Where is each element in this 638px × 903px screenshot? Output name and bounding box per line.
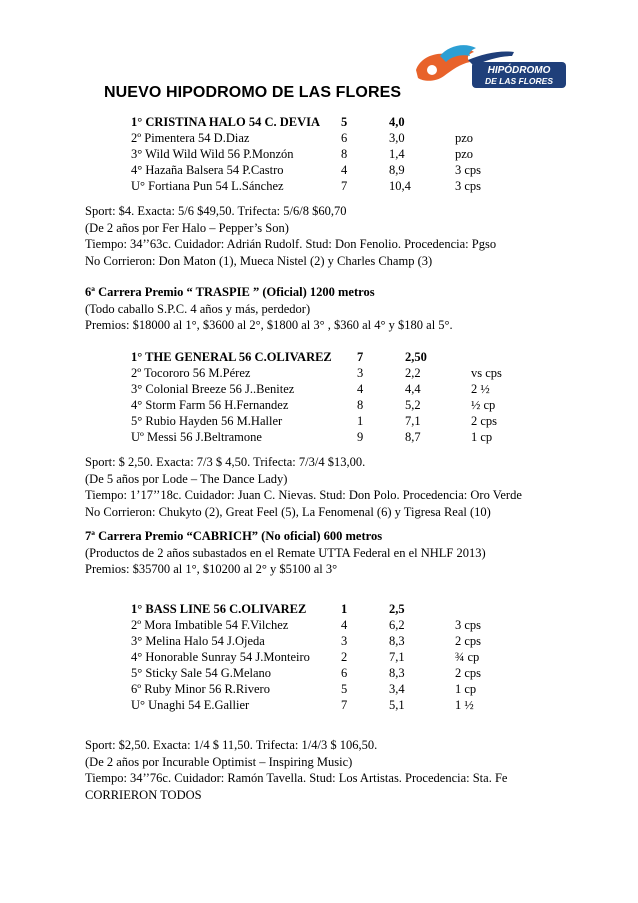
result-margin: ¾ cp	[455, 650, 480, 664]
result-dividend: 2,5	[389, 602, 405, 616]
logo-text-line2: DE LAS FLORES	[484, 76, 554, 86]
result-number: 5	[341, 682, 348, 696]
result-number: 7	[357, 350, 364, 364]
table-row	[131, 601, 481, 617]
race-prizes: Premios: $18000 al 1°, $3600 al 2°, $1800 al 3° , $360 al 4° y $180 al 5°.	[85, 318, 453, 332]
race5-notes	[85, 203, 496, 269]
result-horse: U° Unaghi 54 E.Gallier	[131, 698, 250, 712]
result-margin: 3 cps	[455, 179, 482, 193]
race6-notes	[85, 454, 522, 520]
table-row	[131, 130, 481, 146]
race-prizes: Premios: $35700 al 1°, $10200 al 2° y $5100 al 3°	[85, 562, 338, 576]
result-horse: U° Fortiana Pun 54 L.Sánchez	[131, 179, 284, 193]
result-margin: pzo	[455, 131, 474, 145]
result-number: 6	[341, 131, 348, 145]
result-number: 1	[357, 414, 364, 428]
result-horse: 2º Pimentera 54 D.Diaz	[131, 131, 250, 145]
result-dividend: 4,0	[389, 115, 405, 129]
logo-text-line1: HIPÓDROMO	[487, 65, 551, 76]
table-row	[131, 146, 481, 162]
result-dividend: 10,4	[389, 179, 411, 193]
page-title: NUEVO HIPODROMO DE LAS FLORES	[104, 84, 402, 101]
race-note: No Corrieron: Chukyto (2), Great Feel (5), La Fenomenal (6) y Tigresa Real (10)	[85, 504, 491, 519]
result-number: 5	[341, 115, 348, 129]
result-dividend: 3,0	[389, 131, 405, 145]
result-number: 6	[341, 666, 348, 680]
result-horse: 1° THE GENERAL 56 C.OLIVAREZ	[131, 350, 332, 364]
result-number: 8	[357, 398, 364, 412]
table-row	[131, 349, 502, 365]
result-horse: Uº Messi 56 J.Beltramone	[131, 430, 262, 444]
result-number: 7	[341, 698, 348, 712]
hipodromo-logo	[410, 40, 570, 92]
race-note: CORRIERON TODOS	[85, 787, 202, 802]
race-condition: (Productos de 2 años subastados en el Remate UTTA Federal en el NHLF 2013)	[85, 545, 486, 560]
result-horse: 1° CRISTINA HALO 54 C. DEVIA	[131, 115, 321, 129]
result-margin	[455, 114, 481, 130]
result-margin: 2 cps	[471, 414, 498, 428]
table-row	[131, 633, 481, 649]
result-margin: 3 cps	[455, 163, 482, 177]
race-title: 6ª Carrera Premio “ TRASPIE ” (Oficial) 1200 metros	[85, 285, 375, 299]
result-margin: vs cps	[471, 366, 502, 380]
result-dividend: 7,1	[389, 650, 405, 664]
result-margin	[455, 601, 481, 617]
result-dividend: 2,2	[405, 366, 421, 380]
result-horse: 2º Mora Imbatible 54 F.Vilchez	[131, 618, 289, 632]
result-number: 9	[357, 430, 364, 444]
result-margin: 2 cps	[455, 666, 482, 680]
result-number: 2	[341, 650, 348, 664]
race-note: Tiempo: 34’’76c. Cuidador: Ramón Tavella. Stud: Los Artistas. Procedencia: Sta. Fe	[85, 771, 508, 785]
race-note: Sport: $4. Exacta: 5/6 $49,50. Trifecta: 5/6/8 $60,70	[85, 204, 347, 218]
race6-header	[85, 284, 453, 334]
race-note: (De 2 años por Fer Halo – Pepper’s Son)	[85, 220, 289, 235]
table-row	[131, 665, 481, 681]
result-number: 1	[341, 602, 348, 616]
result-margin	[471, 349, 502, 365]
result-number: 4	[341, 163, 348, 177]
result-dividend: 5,2	[405, 398, 421, 412]
result-dividend: 4,4	[405, 382, 421, 396]
result-margin: pzo	[455, 147, 474, 161]
result-dividend: 8,7	[405, 430, 421, 444]
race-note: (De 5 años por Lode – The Dance Lady)	[85, 471, 288, 486]
result-number: 3	[357, 366, 364, 380]
race7-results-table	[131, 601, 481, 713]
result-number: 7	[341, 179, 348, 193]
result-horse: 6º Ruby Minor 56 R.Rivero	[131, 682, 270, 696]
race6-results-table	[131, 349, 502, 445]
result-number: 8	[341, 147, 348, 161]
result-number: 4	[357, 382, 364, 396]
table-row	[131, 162, 481, 178]
result-margin: 2 ½	[471, 382, 490, 396]
horse-logo-icon	[410, 40, 570, 92]
result-dividend: 5,1	[389, 698, 405, 712]
result-margin: 1 cp	[471, 430, 493, 444]
table-row	[131, 413, 502, 429]
table-row	[131, 365, 502, 381]
table-row	[131, 114, 481, 130]
race-title: 7ª Carrera Premio “CABRICH” (No oficial) 600 metros	[85, 529, 383, 543]
race-note: Tiempo: 34’’63c. Cuidador: Adrián Rudolf. Stud: Don Fenolio. Procedencia: Pgso	[85, 237, 497, 251]
table-row	[131, 681, 481, 697]
race-note: Sport: $2,50. Exacta: 1/4 $ 11,50. Trifecta: 1/4/3 $ 106,50.	[85, 738, 378, 752]
result-margin: 2 cps	[455, 634, 482, 648]
result-dividend: 8,3	[389, 666, 405, 680]
result-dividend: 6,2	[389, 618, 405, 632]
result-margin: 3 cps	[455, 618, 482, 632]
table-row	[131, 381, 502, 397]
table-row	[131, 178, 481, 194]
race5-results-table	[131, 114, 481, 194]
table-row	[131, 617, 481, 633]
table-row	[131, 397, 502, 413]
race7-notes	[85, 737, 507, 803]
race-condition: (Todo caballo S.P.C. 4 años y más, perdedor)	[85, 301, 311, 316]
table-row	[131, 649, 481, 665]
race-note: Sport: $ 2,50. Exacta: 7/3 $ 4,50. Trifecta: 7/3/4 $13,00.	[85, 455, 366, 469]
result-margin: 1 ½	[455, 698, 474, 712]
result-dividend: 7,1	[405, 414, 421, 428]
result-horse: 5° Sticky Sale 54 G.Melano	[131, 666, 272, 680]
result-horse: 3° Colonial Breeze 56 J..Benitez	[131, 382, 295, 396]
result-horse: 2º Tocororo 56 M.Pérez	[131, 366, 251, 380]
result-dividend: 2,50	[405, 350, 427, 364]
table-row	[131, 697, 481, 713]
result-horse: 3° Melina Halo 54 J.Ojeda	[131, 634, 265, 648]
race7-header	[85, 528, 486, 578]
race-note: No Corrieron: Don Maton (1), Mueca Nistel (2) y Charles Champ (3)	[85, 253, 433, 268]
result-dividend: 1,4	[389, 147, 405, 161]
result-dividend: 8,3	[389, 634, 405, 648]
table-row	[131, 429, 502, 445]
result-number: 4	[341, 618, 348, 632]
result-horse: 1° BASS LINE 56 C.OLIVAREZ	[131, 602, 307, 616]
race-note: (De 2 años por Incurable Optimist – Inspiring Music)	[85, 754, 353, 769]
result-horse: 4° Hazaña Balsera 54 P.Castro	[131, 163, 284, 177]
result-horse: 5° Rubio Hayden 56 M.Haller	[131, 414, 283, 428]
result-margin: 1 cp	[455, 682, 477, 696]
race-note: Tiempo: 1’17’’18c. Cuidador: Juan C. Nievas. Stud: Don Polo. Procedencia: Oro Verde	[85, 488, 522, 502]
result-horse: 4° Honorable Sunray 54 J.Monteiro	[131, 650, 310, 664]
result-horse: 4° Storm Farm 56 H.Fernandez	[131, 398, 289, 412]
result-dividend: 3,4	[389, 682, 405, 696]
result-margin: ½ cp	[471, 398, 496, 412]
result-dividend: 8,9	[389, 163, 405, 177]
result-horse: 3° Wild Wild Wild 56 P.Monzón	[131, 147, 294, 161]
result-number: 3	[341, 634, 348, 648]
